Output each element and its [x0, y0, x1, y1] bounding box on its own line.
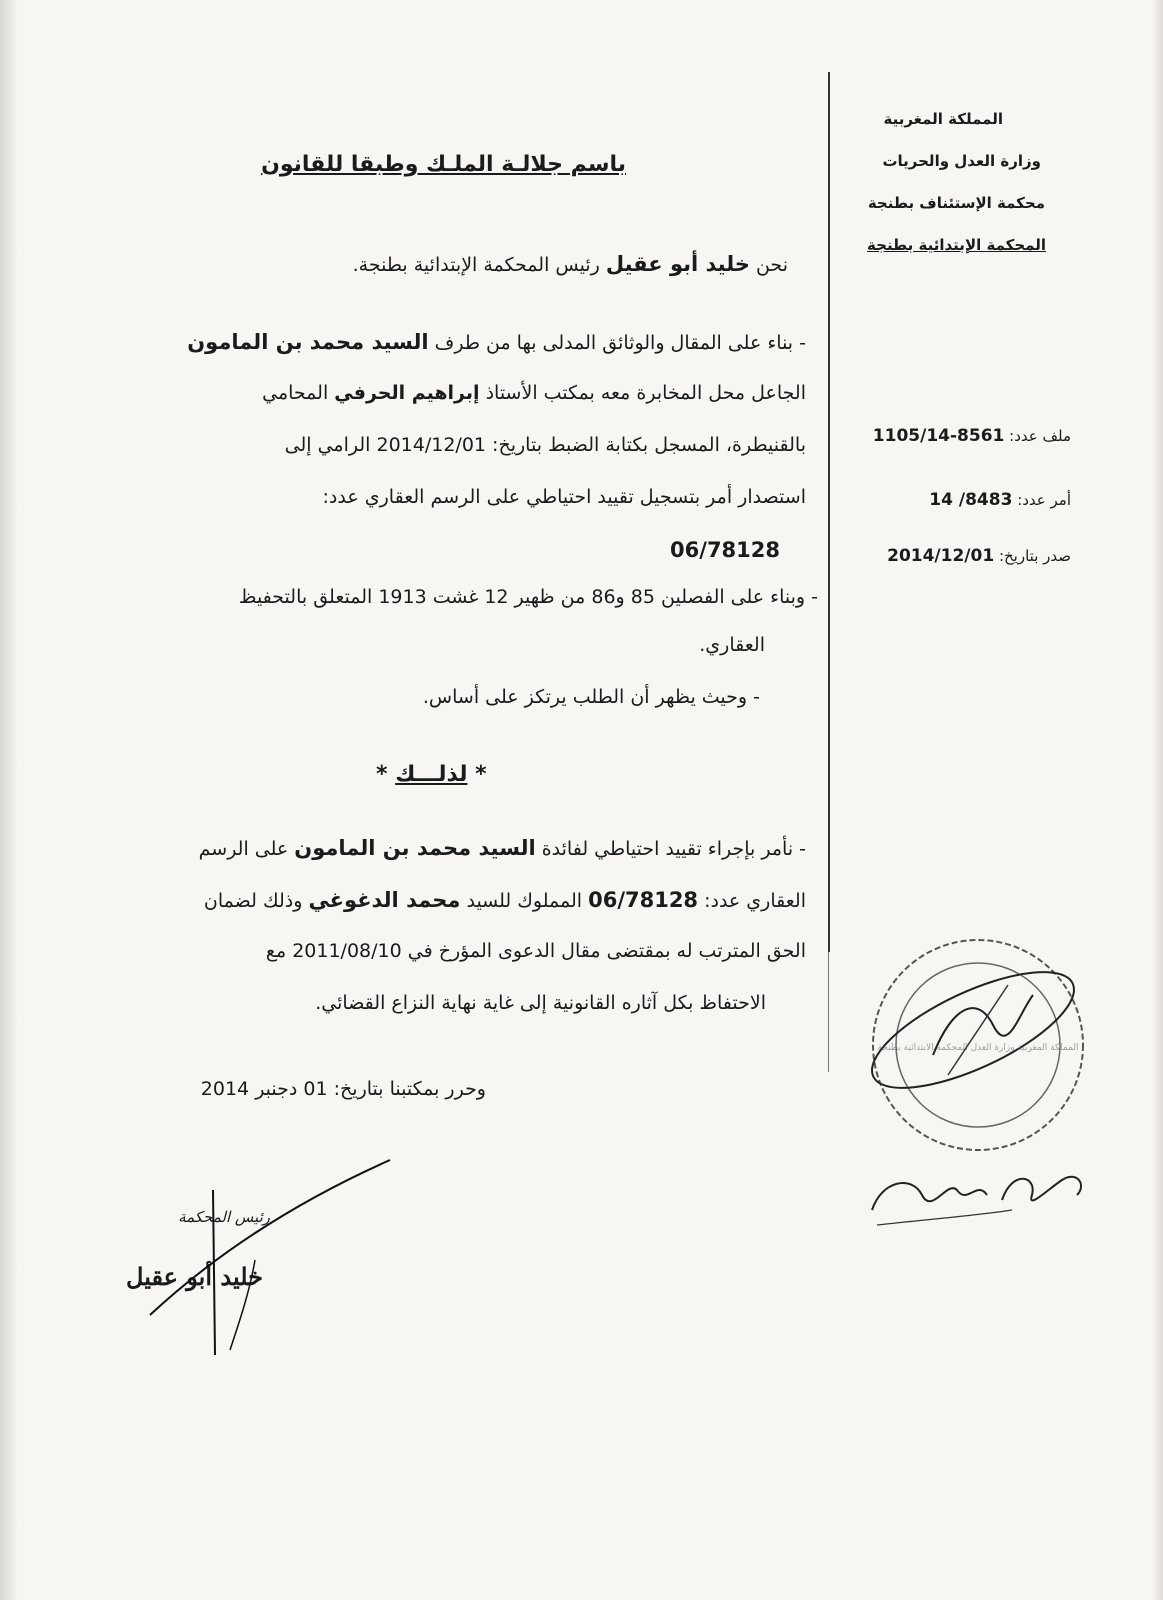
- judge-name: خليد أبو عقيل: [605, 252, 750, 276]
- order-line2-label: العقاري عدد:: [704, 890, 806, 912]
- section-star-left: *: [376, 762, 388, 787]
- court-stamp: [858, 925, 1098, 1165]
- order-deed-number: 06/78128: [588, 888, 699, 912]
- order-line1-tail: على الرسم: [198, 838, 289, 860]
- title-deed-number: 06/78128: [670, 538, 780, 562]
- header-first-instance-court: المحكمة الإبتدائية بطنجة: [867, 236, 1046, 254]
- paragraph1-line2-tail: المحامي: [262, 382, 329, 404]
- file-number-label: ملف عدد:: [1009, 427, 1071, 445]
- signature-name: خليد أبو عقيل: [126, 1262, 263, 1291]
- owner-name: محمد الدغوغي: [308, 888, 461, 912]
- issue-date: [887, 546, 1071, 566]
- section-star-right: *: [475, 762, 487, 787]
- paragraph1-line1-text: - بناء على المقال والوثائق المدلى بها من طرف: [434, 332, 806, 354]
- header-appeal-court: محكمة الإستئناف بطنجة: [867, 194, 1045, 212]
- column-divider: [828, 72, 830, 952]
- page-title: باسم جلالـة الملـك وطبقا للقانون: [261, 152, 626, 177]
- paragraph3: - وحيث يظهر أن الطلب يرتكز على أساس.: [422, 686, 760, 708]
- issue-date-label: صدر بتاريخ:: [998, 547, 1071, 565]
- paragraph1-line4: استصدار أمر بتسجيل تقييد احتياطي على الرسم العقاري عدد:: [322, 486, 806, 508]
- lawyer-name: إبراهيم الحرفي: [334, 382, 480, 404]
- signature-role: رئيس المحكمة: [178, 1208, 270, 1226]
- applicant-name: السيد محمد بن المامون: [187, 330, 429, 354]
- paragraph1-line1: [187, 330, 806, 354]
- issue-date-value: 2014/12/01: [887, 546, 995, 566]
- section-heading: [376, 762, 487, 787]
- paragraph1-line3: بالقنيطرة، المسجل بكتابة الضبط بتاريخ: 2014/12/01 الرامي إلى: [284, 434, 806, 456]
- closing-date: وحرر بمكتبنا بتاريخ: 01 دجنبر 2014: [200, 1078, 486, 1100]
- order-line3: الحق المترتب له بمقتضى مقال الدعوى المؤرخ في 2011/08/10 مع: [265, 940, 806, 962]
- paragraph1-line2: [262, 382, 806, 404]
- scan-edge-right: [1153, 0, 1163, 1600]
- file-number-value: 1105/14-8561: [872, 426, 1005, 446]
- paragraph2-line1: - وبناء على الفصلين 85 و86 من ظهير 12 غشت 1913 المتعلق بالتحفيظ: [238, 586, 818, 608]
- beneficiary-name: السيد محمد بن المامون: [294, 836, 536, 860]
- intro-post: رئيس المحكمة الإبتدائية بطنجة.: [352, 254, 600, 276]
- order-line2-owner-label: المملوك للسيد: [466, 890, 583, 912]
- intro-line: [353, 252, 788, 276]
- header-ministry: وزارة العدل والحريات: [882, 152, 1041, 170]
- column-divider-lower: [828, 952, 829, 1072]
- header-kingdom: المملكة المغربية: [883, 110, 1003, 128]
- order-number-label: أمر عدد:: [1017, 491, 1071, 509]
- paragraph1-line2-text: الجاعل محل المخابرة معه بمكتب الأستاذ: [485, 382, 806, 404]
- signature-scrawl: [90, 1150, 410, 1380]
- paragraph2-line2: العقاري.: [699, 634, 765, 656]
- stamp-text: المملكة المغربية وزارة العدل المحكمة الابتدائية بطنجة: [877, 1043, 1079, 1053]
- secondary-signature: [862, 1150, 1102, 1240]
- order-number: [929, 490, 1071, 510]
- scan-edge-left: [0, 0, 18, 1600]
- order-line2-tail: وذلك لضمان: [203, 890, 303, 912]
- order-line4: الاحتفاظ بكل آثاره القانونية إلى غاية نهاية النزاع القضائي.: [315, 992, 766, 1014]
- order-line2: [204, 888, 806, 912]
- file-number: [873, 426, 1071, 446]
- order-number-value: 14 /8483: [929, 490, 1013, 510]
- order-line1-text: - نأمر بإجراء تقييد احتياطي لفائدة: [541, 838, 806, 860]
- section-label: لذلـــك: [395, 762, 468, 787]
- intro-pre: نحن: [755, 254, 788, 276]
- order-line1: [199, 836, 806, 860]
